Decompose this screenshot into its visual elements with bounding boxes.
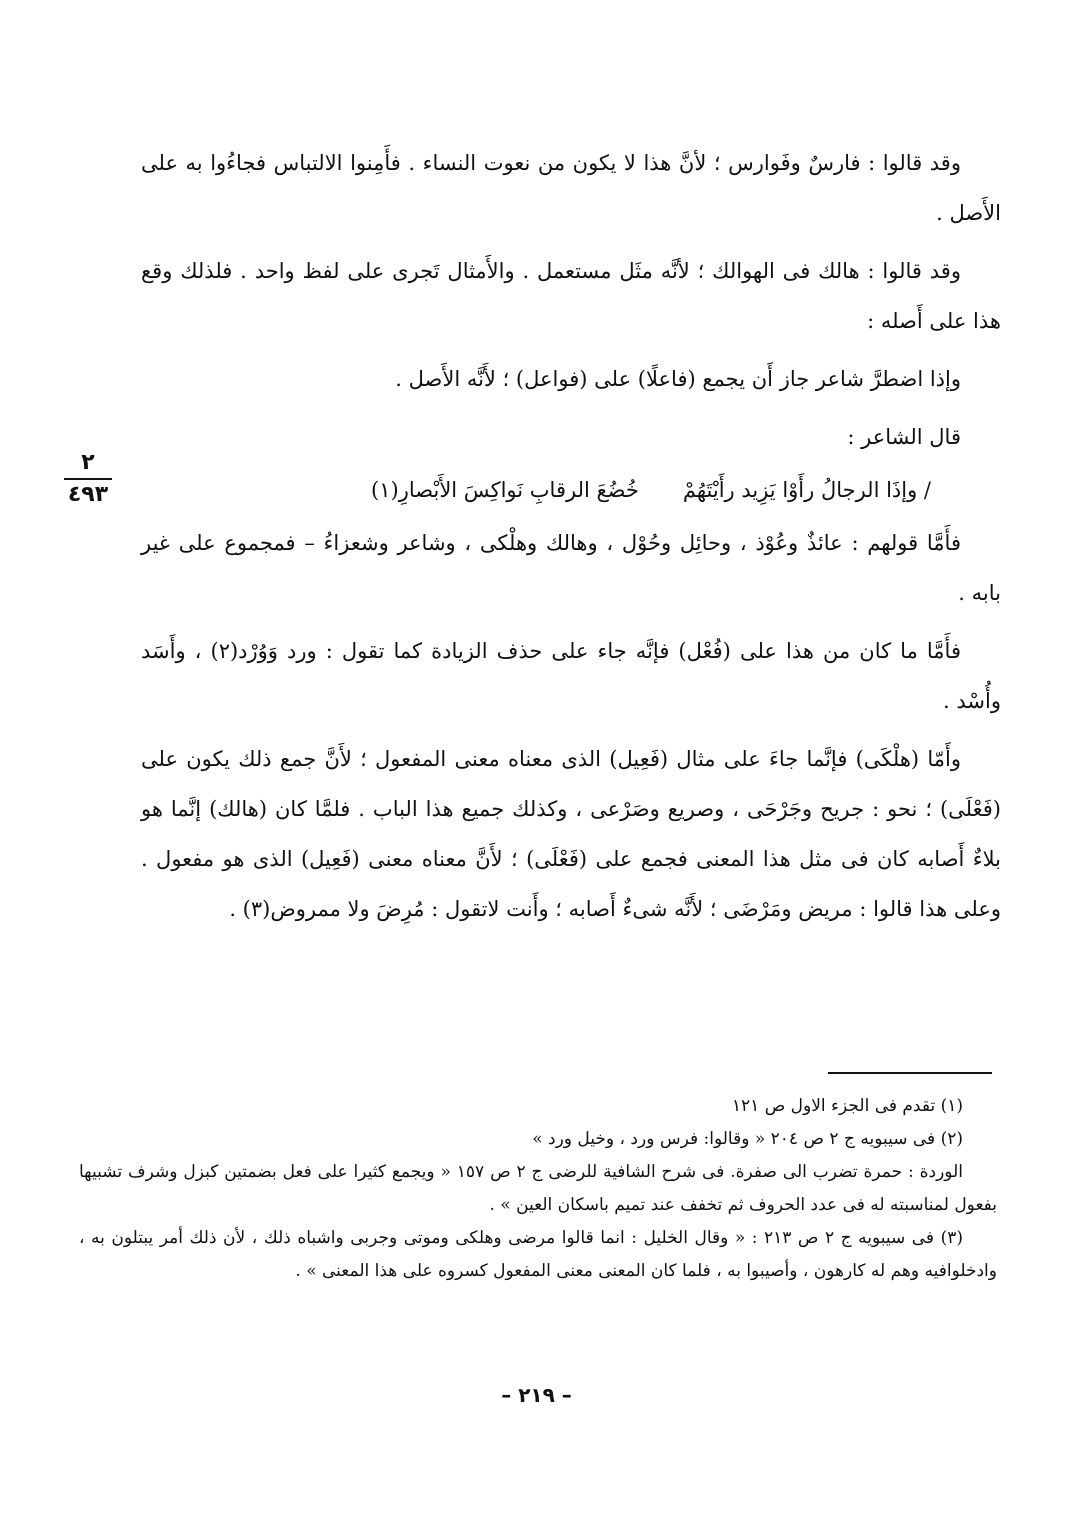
footnotes <box>79 1090 997 1288</box>
margin-ref-volume: ٢ <box>64 450 112 480</box>
paragraph-5: فأَمَّا قولهم : عائذٌ وعُوْذ ، وحائِل وحُوْل ، وهالك وهلْكى ، وشاعر وشعزاءُ – فمجموع على غير بابه . <box>141 531 1001 605</box>
poetry-verse <box>141 462 1001 518</box>
verse-second-hemistich: خُضُعَ الرقابِ نَواكِسَ الأَبْصارِ(١) <box>371 478 639 502</box>
margin-ref-page: ٤٩٣ <box>67 482 109 507</box>
main-text <box>141 138 1001 934</box>
verse-first-hemistich: / وإذَا الرجالُ رأَوْا يَزِيد رأَيْتَهُمْ <box>682 478 931 502</box>
paragraph-3: وإذا اضطرَّ شاعر جاز أَن يجمع (فاعلًا) على (فواعل) ؛ لأَنَّه الأَصل . <box>395 367 961 391</box>
footnote-1: (١) تقدم فى الجزء الاول ص ١٢١ <box>731 1096 963 1116</box>
paragraph-2: وقد قالوا : هالك فى الهوالك ؛ لأنَّه مثَل مستعمل . والأَمثال تَجرى على لفظ واحد . فلذلك وقع هذا على أَصله : <box>141 259 1001 333</box>
paragraph-7: وأَمّا (هلْكَى) فإنَّما جاءَ على مثال (فَعِيل) الذى معناه معنى المفعول ؛ لأَنَّ جمع ذلك يكون على (فَعْلَى) ؛ نحو : جريح وجَرْحَى ، وصريع وصَرْعى ، وكذلك جميع هذا الباب . فلمَّا كان (هالك) إنَّما هو بلاءٌ أَصابه كان فى مثل هذا المعنى فجمع على (فَعْلَى) ؛ لأَنَّ معناه معنى (فَعِيل) الذى هو مفعول . وعلى هذا قالوا : مريض ومَرْضَى ؛ لأَنَّه شىءٌ أَصابه ؛ وأَنت لاتقول : مُرِضَ ولا ممروض(٣) . <box>141 747 1001 921</box>
footnote-2-continued: الوردة : حمرة تضرب الى صفرة. فى شرح الشافية للرضى ج ٢ ص ١٥٧ « ويجمع كثيرا على فعل بضمتين كبزل وشرف تشبيها بفعول لمناسبته له فى عدد الحروف ثم تخفف عند تميم باسكان العين » . <box>79 1162 997 1215</box>
footnote-separator <box>828 1072 992 1074</box>
poet-intro: قال الشاعر : <box>847 425 961 449</box>
margin-page-reference <box>52 450 124 508</box>
paragraph-1: وقد قالوا : فارسٌ وفَوارس ؛ لأنَّ هذا لا يكون من نعوت النساء . فأَمِنوا الالتباس فجاءُوا به على الأَصل . <box>141 151 1001 225</box>
page-number: – ٢١٩ – <box>501 1383 572 1407</box>
footnote-2: (٢) فى سيبويه ج ٢ ص ٢٠٤ « وقالوا: فرس ورد ، وخيل ورد » <box>532 1129 963 1149</box>
paragraph-6: فأَمَّا ما كان من هذا على (فُعْل) فإنَّه جاء على حذف الزيادة كما تقول : ورد وَوُرْد(٢) ، وأَسَد وأُسْد . <box>141 639 1001 713</box>
footnote-3: (٣) فى سيبويه ج ٢ ص ٢١٣ : « وقال الخليل : انما قالوا مرضى وهلكى وموتى وجربى واشباه ذلك ، لأن ذلك أمر يبتلون به ، وادخلوافيه وهم له كارهون ، وأصيبوا به ، فلما كان المعنى معنى المفعول كسروه على هذا المعنى » . <box>79 1228 997 1281</box>
